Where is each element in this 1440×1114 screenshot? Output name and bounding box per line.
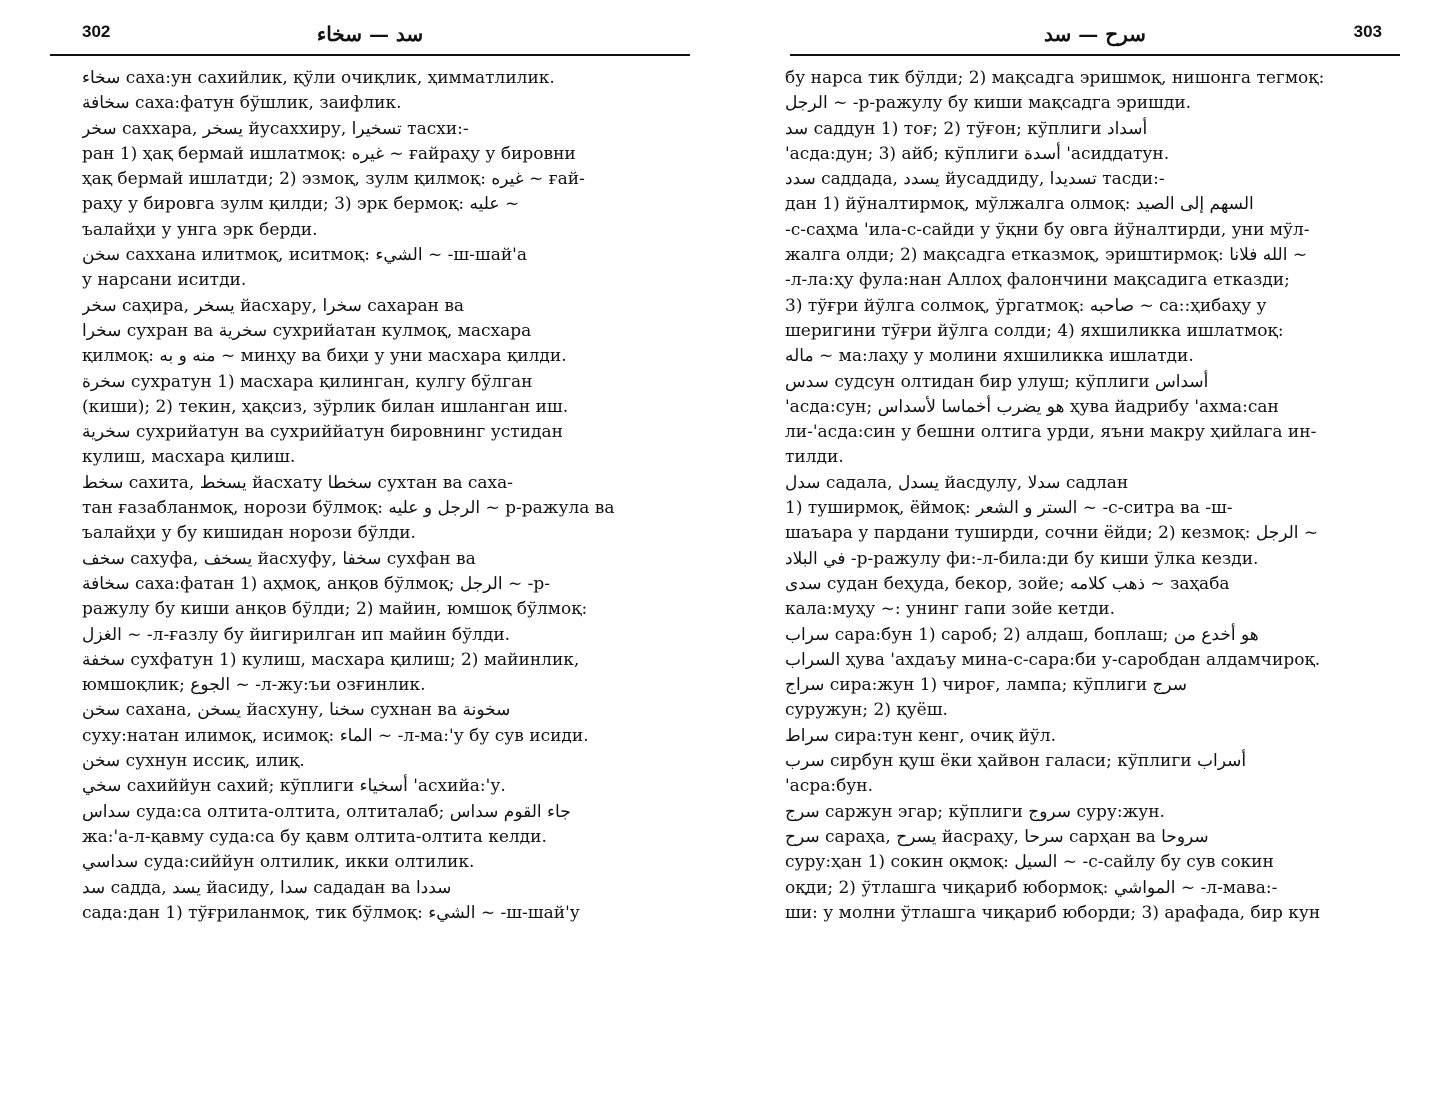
entry-line: ماله ~ ма:лаҳу у молини яхшиликка ишлатди. [785,346,1194,367]
entry-line: ран 1) ҳақ бермай ишлатмоқ: غيره ~ ғайраҳу у бировни [82,143,576,164]
entry-line: ъалайҳи у бу кишидан норози бўлди. [82,523,416,544]
entry-line: суху:натан илимоқ, исимоқ: الماء ~ -л-ма:'у бу сув исиди. [82,725,589,746]
entry-line: кала:муҳу ~: унинг гапи зойе кетди. [785,599,1116,620]
entry-line: суружун; 2) қуёш. [785,700,948,721]
entry-line: 'асда:дун; 3) айб; кўплиги أسدة 'асиддатун. [785,143,1170,164]
entry-line: سخن сухнун иссиқ, илиқ. [82,751,305,772]
entry-line: سراب сара:бун 1) сароб; 2) алдаш, боплаш; هو أخدع من [785,624,1259,645]
entry-line: سخرة сухратун 1) масхара қилинган, кулгу бўлган [82,371,533,392]
entry-line: 'асда:сун; هو يضرب أخماسا لأسداس ҳува йадрибу 'ахма:сан [785,396,1279,417]
entry-line: шаъара у пардани туширди, сочни ёйди; 2) кезмоқ: الرجل ~ [785,523,1319,544]
entry-line: سخافة саха:фатун бўшлик, заифлик. [82,93,402,114]
entry-line: سخي сахиййун сахий; кўплиги أسخياء 'асхийа:'у. [82,776,506,797]
entry-line: سدد саддада, يسدد йусаддиду, تسديدا тасди:- [785,169,1165,190]
entry-line: жалга олди; 2) мақсадга етказмоқ, эриштирмоқ: الله فلانا ~ [785,245,1308,266]
entry-line: ражулу бу киши анқов бўлди; 2) майин, юмшоқ бўлмоқ: [82,599,588,620]
entry-line: سدى судан беҳуда, бекор, зойе; ذهب كلامه ~ заҳаба [785,573,1230,594]
entry-line: тан ғазабланмоқ, норози бўлмоқ: الرجل و عليه ~ р-ражула ва [82,498,615,519]
entry-line: سخفة сухфатун 1) кулиш, масхара қилиш; 2) майинлик, [82,649,580,670]
entry-line: سخاء саха:ун сахийлик, қўли очиқлик, ҳимматлилик. [82,68,555,88]
entry-line: الغزل ~ -л-ғазлу бу йигирилган ип майин бўлди. [82,624,511,645]
entry-line: السراب ҳува 'ахдаъу мина-с-сара:би у-саробдан алдамчироқ. [785,649,1321,670]
page-number: 303 [1353,22,1382,41]
entry-line: سخرا сухран ва سخرية сухрийатан кулмоқ, масхара [82,320,532,341]
entry-line: ли-'асда:син у бешни олтига урди, яъни макру ҳийлага ин- [785,422,1317,443]
entry-line: سخر саҳира, يسخر йасхару, سخرا сахаран ва [82,295,465,316]
entry-line: سدل садала, يسدل йасдулу, سدلا садлан [785,472,1129,493]
entry-line: оқди; 2) ўтлашга чиқариб юбормоқ: المواشي ~ -л-мава:- [785,877,1278,898]
entry-line: سرح сараҳа, يسرح йасраҳу, سرحا сарҳан ва سروحا [785,826,1209,847]
entry-line: ъалайҳи у унга эрк берди. [82,219,318,240]
entry-line: сада:дан 1) тўғриланмоқ, тик бўлмоқ: الشيء ~ -ш-шай'у [82,902,580,923]
entry-line: سداسي суда:сиййун олтилик, икки олтилик. [82,852,475,873]
entry-line: ҳақ бермай ишлатди; 2) эзмоқ, зулм қилмоқ: غيره ~ ғай- [82,169,585,190]
entry-line: -с-саҳма 'ила-с-сайди у ўқни бу овга йўналтирди, уни мўл- [785,219,1310,240]
entry-line: -л-ла:ҳу фула:нан Аллоҳ фалончини мақсадига етказди; [785,270,1290,291]
left-page [50,0,690,1114]
entry-line: سرج саржун эгар; кўплиги سروج суру:жун. [785,801,1165,822]
entry-line: дан 1) йўналтирмоқ, мўлжалга олмоқ: السهم إلى الصيد [785,194,1254,215]
entry-line: سخط сахита, يسخط йасхату سخطا сухтан ва саха- [82,472,514,493]
running-head-text: سد — سخاء [316,22,424,46]
entry-line: 3) тўғри йўлга солмоқ, ўргатмоқ: صاحبه ~ са::ҳибаҳу у [785,295,1267,316]
entry-line: سراط сира:тун кенг, очиқ йўл. [785,725,1056,746]
entry-line: 'асра:бун. [785,776,874,797]
entry-line: سخر саххара, يسخر йусаххиру, تسخيرا тасхи:- [82,118,469,139]
entry-line: шеригини тўғри йўлга солди; 4) яхшиликка ишлатмоқ: [785,320,1284,341]
entry-line: жа:'а-л-қавму суда:са бу қавм олтита-олтита келди. [82,826,547,847]
entry-line: سدس судсун олтидан бир улуш; кўплиги أسداس [785,371,1209,392]
entry-line: суру:ҳан 1) сокин оқмоқ: السيل ~ -с-сайлу бу сув сокин [785,852,1274,873]
right-page [760,0,1400,1114]
entry-line: 1) туширмоқ, ёймоқ: الستر و الشعر ~ -с-ситра ва -ш- [785,498,1233,519]
running-head [790,14,1400,56]
entry-line: кулиш, масхара қилиш. [82,447,296,468]
entry-line: سداس суда:са олтита-олтита, олтиталаб; جاء القوم سداس [82,801,571,822]
entry-line: سخن сахана, يسخن йасхуну, سخنا сухнан ва سخونة [82,700,511,721]
entry-line: ши: у молни ўтлашга чиқариб юборди; 3) арафада, бир кун [785,902,1321,923]
dictionary-entries [785,66,1400,926]
entry-line: у нарсани иситди. [82,270,247,291]
dictionary-entries [82,66,690,926]
entry-line: الرجل ~ -р-ражулу бу киши мақсадга эришди. [785,93,1192,114]
entry-line: раҳу у бировга зулм қилди; 3) эрк бермоқ: عليه ~ [82,194,520,215]
entry-line: тилди. [785,447,844,468]
entry-line: سخافة саха:фатан 1) аҳмоқ, анқов бўлмоқ; الرجل ~ -р- [82,573,551,594]
running-head [50,14,690,56]
entry-line: سد садда, يسد йасиду, سدا сададан ва سددا [82,877,452,898]
entry-line: في البلاد -р-ражулу фи:-л-била:ди бу киши ўлка кезди. [785,548,1259,569]
entry-line: سد саддун 1) тоғ; 2) тўғон; кўплиги أسداد [785,118,1148,139]
entry-line: (киши); 2) текин, ҳақсиз, зўрлик билан ишланган иш. [82,396,569,417]
entry-line: سخن саххана илитмоқ, иситмоқ: الشيء ~ -ш-шай'а [82,245,527,266]
entry-line: қилмоқ: منه و به ~ минҳу ва биҳи у уни масхара қилди. [82,346,567,367]
page-number: 302 [82,22,111,41]
entry-line: бу нарса тик бўлди; 2) мақсадга эришмоқ, нишонга тегмоқ: [785,68,1325,88]
entry-line: سرب сирбун қуш ёки ҳайвон галаси; кўплиги أسراب [785,751,1247,772]
running-head-text: سرح — سد [1044,22,1146,46]
entry-line: سراج сира:жун 1) чироғ, лампа; кўплиги سرج [785,675,1188,696]
entry-line: سخف сахуфа, يسخف йасхуфу, سخفا сухфан ва [82,548,476,569]
entry-line: юмшоқлик; الجوع ~ -л-жу:ъи озғинлик. [82,675,426,696]
entry-line: سخرية сухрийатун ва сухриййатун бировнинг устидан [82,422,563,443]
